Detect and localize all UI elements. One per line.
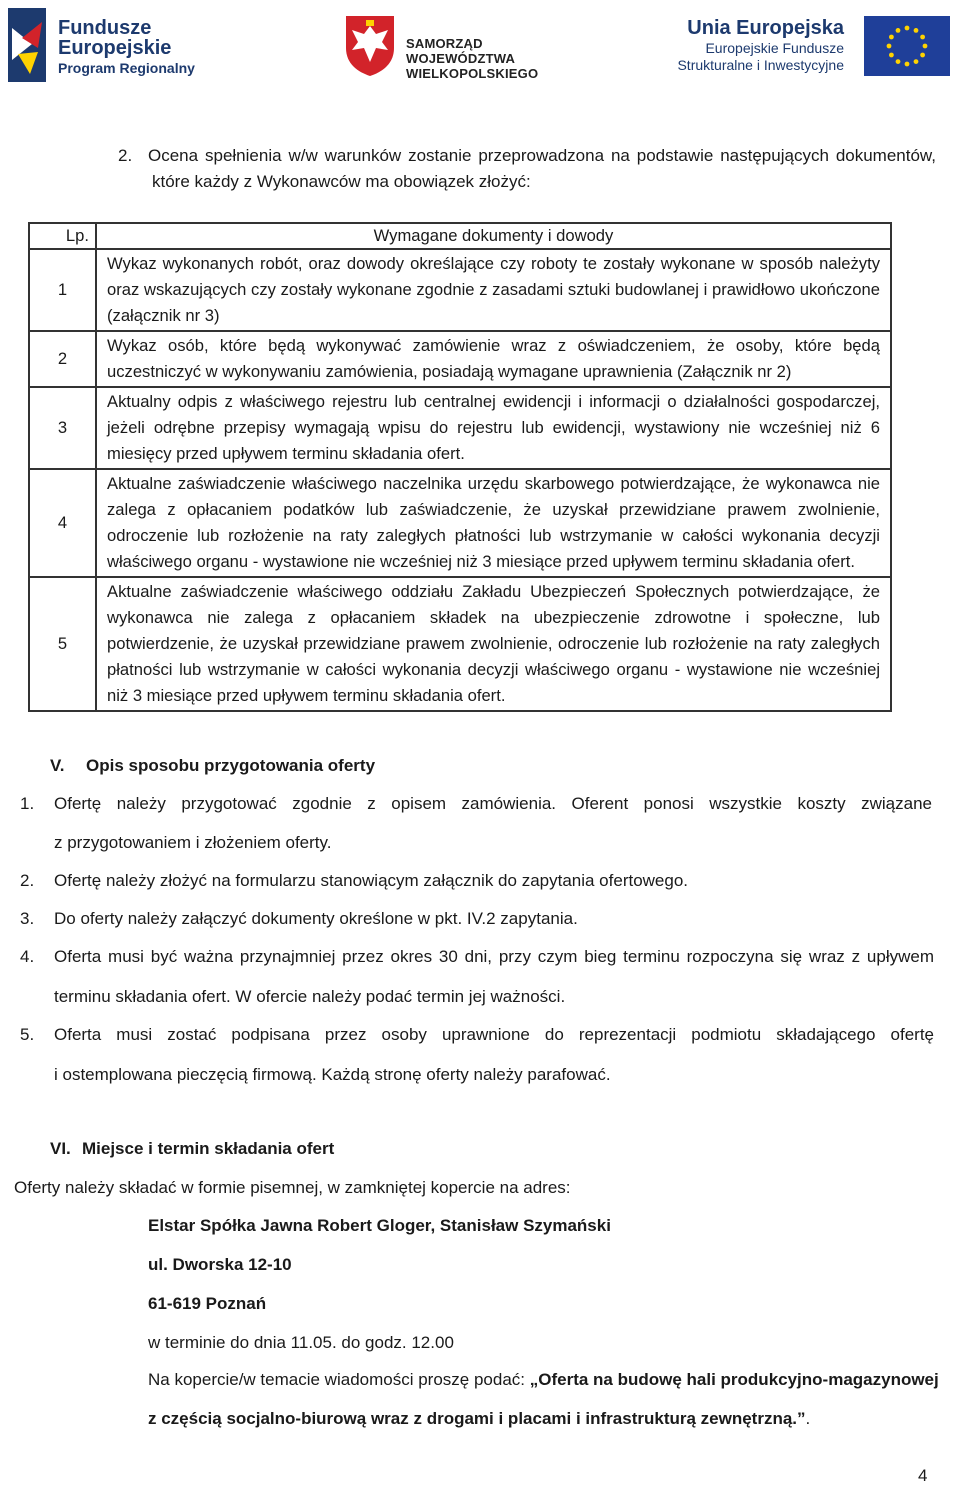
documents-table (28, 222, 892, 712)
envelope-line1 (148, 1370, 939, 1390)
header-lp: Lp. (29, 223, 96, 249)
wielkopolska-logo (344, 14, 544, 81)
row-text: Aktualne zaświadczenie właściwego naczelnika urzędu skarbowego potwierdzające, że wykonawca nie zalega z opłacaniem podatków lub zaświadczenie, że uzyskał przewidziane prawem zwolnienie, odroczenie lub rozłożenie na raty zaległych płatności lub wstrzymanie w całości wykonania decyzji właściwego organu - wystawione nie wcześniej niż 3 miesiące przed upływem terminu składania ofert. (96, 469, 891, 577)
envelope-title-part2: z częścią socjalno-biurową wraz z drogami i placami i infrastrukturą zewnętrzną.” (148, 1409, 806, 1428)
table-row (29, 249, 891, 331)
section6-title: Miejsce i termin składania ofert (82, 1139, 335, 1158)
fundusze-europejskie-logo (8, 8, 208, 82)
fe-line3: Program Regionalny (58, 60, 195, 76)
ue-line1: Unia Europejska (687, 17, 844, 39)
envelope-prefix: Na kopercie/w temacie wiadomości proszę podać: (148, 1370, 530, 1389)
company-name: Elstar Spółka Jawna Robert Gloger, Stanisław Szymański (148, 1216, 611, 1235)
list-item-line2: i ostemplowana pieczęcią firmową. Każdą stronę oferty należy parafować. (54, 1065, 611, 1084)
unia-europejska-logo (672, 14, 954, 84)
ue-line2: Europejskie Fundusze (705, 40, 844, 56)
table-row (29, 577, 891, 711)
envelope-line2 (148, 1409, 810, 1429)
wlkp-line1: SAMORZĄD WOJEWÓDZTWA (406, 36, 516, 66)
list-item-number: 3. (20, 909, 35, 928)
point2-line1: Ocena spełnienia w/w warunków zostanie przeprowadzona na podstawie następujących dokumentów, (148, 146, 936, 165)
row-text: Aktualne zaświadczenie właściwego oddziału Zakładu Ubezpieczeń Społecznych potwierdzające, że wykonawca nie zalega z opłacaniem składek na ubezpieczenie zdrowotne i społeczne, lub potwierdzenie, że uzyskał przewidziane prawem zwolnienie, odroczenie lub rozłożenie na raty zaległych płatności lub wstrzymanie w całości wykonania decyzji właściwego organu - wystawione nie wcześniej niż 3 miesiące przed upływem terminu składania ofert. (96, 577, 891, 711)
list-item-number: 4. (20, 947, 35, 966)
list-item-line2: z przygotowaniem i złożeniem oferty. (54, 833, 332, 852)
table-row (29, 387, 891, 469)
deadline-text: w terminie do dnia 11.05. do godz. 12.00 (148, 1333, 454, 1352)
row-text: Wykaz osób, które będą wykonywać zamówienie wraz z oświadczeniem, że osoby, które będą uczestniczyć w wykonywaniu zamówienia, posiadają wymagane uprawnienia (Załącznik nr 2) (96, 331, 891, 387)
list-item-line1: Oferta musi zostać podpisana przez osoby uprawnione do reprezentacji podmiotu składającego ofertę (54, 1025, 934, 1044)
row-lp: 5 (29, 577, 96, 711)
table-header-row (29, 223, 891, 249)
row-text: Wykaz wykonanych robót, oraz dowody określające czy roboty te zostały wykonane w sposób należyty oraz wskazujących czy zostały wykonane zgodnie z zasadami sztuki budowlanej i prawidłowo ukończone (załącznik nr 3) (96, 249, 891, 331)
eagle-shield-icon (344, 14, 396, 78)
address-city: 61-619 Poznań (148, 1294, 267, 1313)
section5-title: Opis sposobu przygotowania oferty (86, 756, 376, 775)
point2-line2: które każdy z Wykonawców ma obowiązek złożyć: (152, 172, 531, 191)
list-item-line1: Do oferty należy załączyć dokumenty określone w pkt. IV.2 zapytania. (54, 909, 578, 928)
address-street: ul. Dworska 12-10 (148, 1255, 292, 1274)
envelope-tail: . (805, 1409, 811, 1428)
table-row (29, 331, 891, 387)
section6-number: VI. (50, 1139, 71, 1158)
ue-line3: Strukturalne i Inwestycyjne (677, 57, 844, 73)
wlkp-line2: WIELKOPOLSKIEGO (406, 66, 539, 81)
point2-number: 2. (118, 146, 133, 165)
fe-line2: Europejskie (58, 37, 172, 59)
list-item-number: 2. (20, 871, 35, 890)
list-item-line1: Oferta musi być ważna przynajmniej przez okres 30 dni, przy czym bieg terminu rozpoczyna się wraz z upływem (54, 947, 934, 966)
section6-intro: Oferty należy składać w formie pisemnej, w zamkniętej kopercie na adres: (14, 1178, 571, 1197)
fe-mark-icon (8, 8, 46, 82)
list-item-number: 1. (20, 794, 35, 813)
row-lp: 2 (29, 331, 96, 387)
header-docs: Wymagane dokumenty i dowody (96, 223, 891, 249)
table-row (29, 469, 891, 577)
row-lp: 4 (29, 469, 96, 577)
list-item-line1: Ofertę należy przygotować zgodnie z opisem zamówienia. Oferent ponosi wszystkie koszty związane (54, 794, 932, 813)
section5-number: V. (50, 756, 65, 775)
fe-line1: Fundusze (58, 17, 152, 39)
list-item-line2: terminu składania ofert. W ofercie należy podać termin jej ważności. (54, 987, 566, 1006)
page-header (0, 0, 960, 90)
row-text: Aktualny odpis z właściwego rejestru lub centralnej ewidencji i informacji o działalności gospodarczej, jeżeli odrębne przepisy wymagają wpisu do rejestru lub ewidencji, wystawiony nie wcześniej niż 6 miesięcy przed upływem terminu składania ofert. (96, 387, 891, 469)
eu-flag-icon (864, 16, 950, 76)
list-item-number: 5. (20, 1025, 35, 1044)
list-item-line1: Ofertę należy złożyć na formularzu stanowiącym załącznik do zapytania ofertowego. (54, 871, 689, 890)
row-lp: 3 (29, 387, 96, 469)
row-lp: 1 (29, 249, 96, 331)
page-number: 4 (918, 1466, 928, 1485)
envelope-title-part1: „Oferta na budowę hali produkcyjno-magazynowej (529, 1370, 939, 1389)
